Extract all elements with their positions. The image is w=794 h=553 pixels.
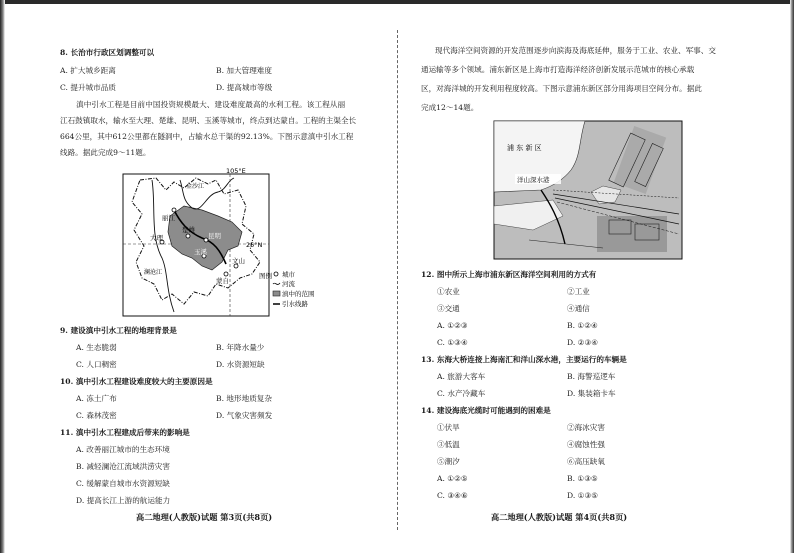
city-marker — [172, 208, 176, 212]
map-legend — [272, 270, 332, 322]
q14-item-4: ④腐蚀性强 — [567, 440, 605, 449]
q11-option-a: A. 改善丽江城市的生态环境 — [76, 445, 170, 454]
intro-line: 现代海洋空间资源的开发范围逐步向滨海及海底延伸，服务于工业、农业、军事、交 — [435, 46, 716, 55]
q14-option-b: B. ①③⑤ — [567, 474, 598, 483]
q12-option-c: C. ①③④ — [437, 338, 468, 347]
port-label: 洋山深水港 — [517, 176, 550, 184]
q8-option-b: B. 加大管理难度 — [216, 66, 272, 75]
place-label: 丽江 — [162, 214, 175, 222]
q14-stem: 14. 建设海底光缆时可能遇到的困难是 — [421, 406, 551, 415]
q11-option-c: C. 缓解蒙自城市水资源短缺 — [76, 479, 170, 488]
q11-option-d: D. 提高长江上游的航运能力 — [76, 496, 171, 505]
place-label: 文山 — [232, 257, 245, 265]
q13-option-c: C. 水产冷藏车 — [437, 389, 486, 398]
place-label: 楚雄 — [182, 226, 195, 234]
q13-option-d: D. 集装箱卡车 — [567, 389, 616, 398]
q14-item-6: ⑥高压缺氧 — [567, 457, 605, 466]
q11-option-b: B. 减轻澜沧江流域洪涝灾害 — [76, 462, 170, 471]
q14-item-1: ①伏旱 — [437, 423, 460, 432]
river-label: 澜沧江 — [144, 269, 163, 276]
legend-item: 引水线路 — [282, 300, 308, 308]
legend-title: 图例 — [259, 272, 272, 280]
q14-item-3: ③低温 — [437, 440, 460, 449]
page-footer: 高二地理(人教版)试题 第4页(共8页) — [491, 512, 628, 522]
right-page — [397, 0, 794, 553]
q13-option-b: B. 海警巡逻车 — [567, 372, 616, 381]
q10-option-b: B. 地形地质复杂 — [216, 394, 272, 403]
q9-option-a: A. 生态脆弱 — [76, 343, 117, 352]
page-footer: 高二地理(人教版)试题 第3页(共8页) — [136, 512, 273, 522]
q14-item-5: ⑤潮汐 — [437, 457, 460, 466]
q12-item-4: ④通信 — [567, 304, 590, 313]
city-marker — [186, 234, 190, 238]
district-label: 浦 东 新 区 — [507, 144, 542, 152]
intro-line: 线路。据此完成9～11题。 — [60, 148, 151, 157]
q9-option-d: D. 水资源短缺 — [216, 360, 265, 369]
place-label: 昆明 — [208, 232, 221, 240]
q9-stem: 9. 建设滇中引水工程的地理背景是 — [60, 326, 177, 335]
intro-line: 完成12～14题。 — [421, 103, 479, 112]
q12-option-b: B. ①②④ — [567, 321, 598, 330]
yunnan-water-diversion-map — [122, 166, 272, 318]
q12-option-d: D. ②③④ — [567, 338, 599, 347]
q10-option-c: C. 森林茂密 — [76, 411, 117, 420]
legend-item: 城市 — [282, 270, 295, 279]
q13-option-a: A. 旅游大客车 — [437, 372, 486, 381]
q12-option-a: A. ①②③ — [437, 321, 468, 330]
intro-line: 滇中引水工程是目前中国投资规模最大、建设难度最高的水利工程。该工程从丽 — [76, 100, 346, 109]
q14-item-2: ②海冰灾害 — [567, 423, 605, 432]
legend-city-icon — [274, 272, 278, 276]
legend-item: 河流 — [282, 280, 295, 288]
q13-stem: 13. 东海大桥连接上海南汇和洋山深水港，主要运行的车辆是 — [421, 355, 627, 364]
intro-line: 664公里，其中612公里都在隧洞中，占输水总干渠的92.13%。下图示意滇中引水工程 — [60, 132, 354, 141]
q9-option-c: C. 人口稠密 — [76, 360, 117, 369]
q8-stem: 8. 长治市行政区划调整可以 — [60, 48, 155, 57]
q14-option-d: D. ①③⑤ — [567, 491, 599, 500]
q12-stem: 12. 图中所示上海市浦东新区海洋空间利用的方式有 — [421, 270, 597, 279]
place-label: 大理 — [150, 234, 163, 242]
city-marker — [224, 272, 228, 276]
place-label: 蒙自 — [216, 277, 229, 285]
q12-item-2: ②工业 — [567, 287, 590, 296]
q14-option-a: A. ①②⑤ — [437, 474, 468, 483]
intro-line: 江石鼓镇取水，输水至大理、楚雄、昆明、玉溪等城市，终点到达蒙自。工程的主渠全长 — [60, 116, 357, 125]
river-label: 金沙江 — [186, 183, 205, 190]
q12-item-1: ①农业 — [437, 287, 460, 296]
sea-zone — [597, 216, 667, 252]
legend-item: 滇中的范围 — [282, 290, 315, 298]
legend-river-icon — [273, 283, 280, 284]
q10-option-a: A. 冻土广布 — [76, 394, 117, 403]
q8-option-a: A. 扩大城乡距离 — [60, 66, 116, 75]
intro-line: 通运输等多个领域。浦东新区是上海市打造海洋经济创新发展示范城市的核心承载 — [421, 65, 695, 74]
legend-area-icon — [273, 291, 280, 296]
latitude-label: 25°N — [246, 241, 263, 249]
q14-option-c: C. ③④⑥ — [437, 491, 468, 500]
intro-line: 区，对海洋城的开发利用程度较高。下图示意浦东新区部分用海项目空间分布。据此 — [421, 84, 702, 93]
q9-option-b: B. 年降水量少 — [216, 343, 265, 352]
q10-option-d: D. 气象灾害频发 — [216, 411, 273, 420]
q11-stem: 11. 滇中引水工程建成后带来的影响是 — [60, 428, 190, 437]
place-label: 玉溪 — [194, 248, 207, 256]
q8-option-c: C. 提升城市品质 — [60, 83, 116, 92]
q8-option-d: D. 提高城市等级 — [216, 83, 273, 92]
q12-item-3: ③交通 — [437, 304, 460, 313]
pudong-sea-use-map — [493, 120, 683, 260]
q10-stem: 10. 滇中引水工程建设难度较大的主要原因是 — [60, 377, 213, 386]
longitude-label: 105°E — [226, 167, 246, 175]
